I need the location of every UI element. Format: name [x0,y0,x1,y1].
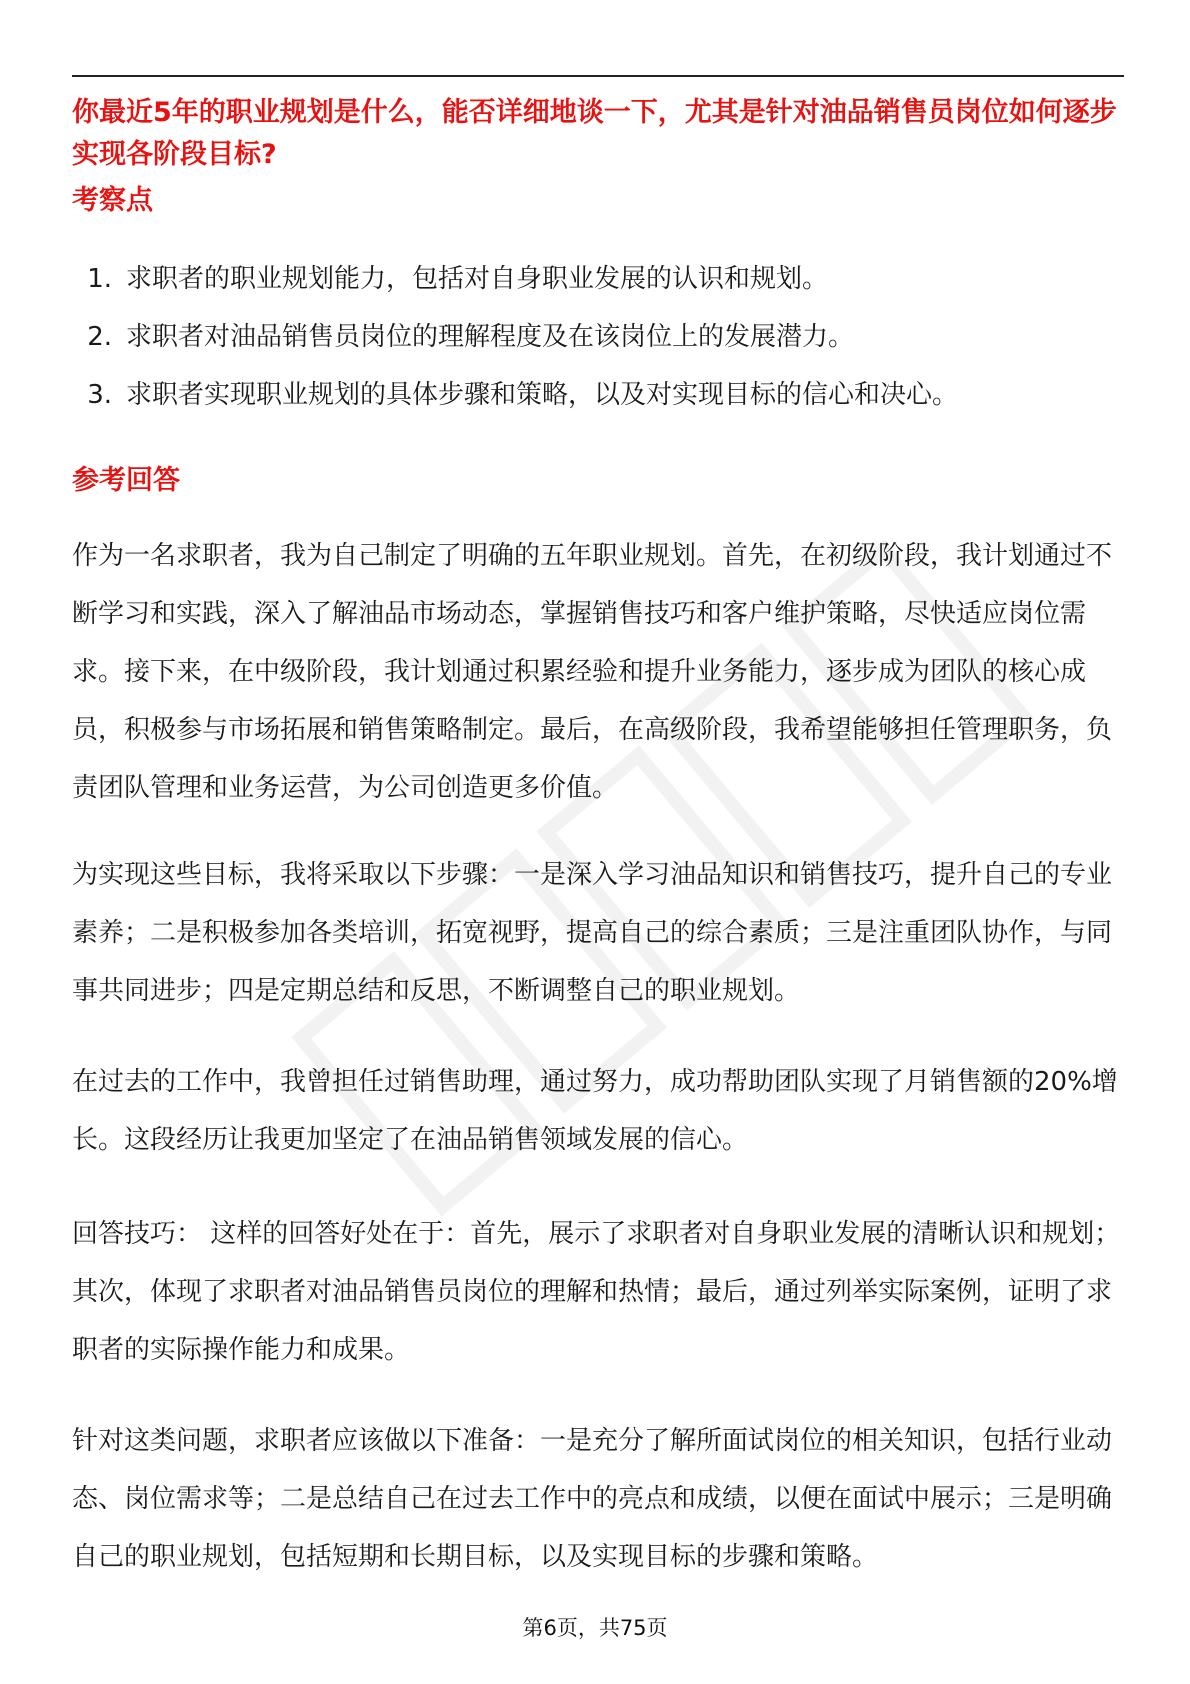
list-item [72,320,1124,354]
answer-paragraph: 为实现这些目标，我将采取以下步骤：一是深入学习油品知识和销售技巧，提升自己的专业素养；二是积极参加各类培训，拓宽视野，提高自己的综合素质；三是注重团队协作，与同事共同进步；四是定期总结和反思，不断调整自己的职业规划。 [72,860,1113,1006]
list-item-text: 求职者的职业规划能力，包括对自身职业发展的认识和规划。 [126,264,829,294]
top-rule [72,75,1124,77]
page-number-footer: 第6页，共75页 [522,1616,668,1640]
list-item-text: 求职者对油品销售员岗位的理解程度及在该岗位上的发展潜力。 [126,322,855,352]
preparation-paragraph: 针对这类问题，求职者应该做以下准备：一是充分了解所面试岗位的相关知识，包括行业动态、岗位需求等；二是总结自己在过去工作中的亮点和成绩，以便在面试中展示；三是明确自己的职业规划，包括短期和长期目标，以及实现目标的步骤和策略。 [72,1426,1113,1572]
list-item-number: 1. [87,264,112,294]
list-item-text: 求职者实现职业规划的具体步骤和策略，以及对实现目标的信心和决心。 [126,380,959,410]
list-item-number: 3. [87,380,112,410]
answer-paragraph: 在过去的工作中，我曾担任过销售助理，通过努力，成功帮助团队实现了月销售额的20%增长。这段经历让我更加坚定了在油品销售领域发展的信心。 [72,1067,1118,1155]
list-item-number: 2. [87,322,112,352]
question-heading: 你最近5年的职业规划是什么，能否详细地谈一下，尤其是针对油品销售员岗位如何逐步实现各阶段目标? [72,97,1117,170]
section-title-answer: 参考回答 [72,465,180,496]
assessment-points-list [72,262,1124,436]
list-item [72,378,1124,412]
section-title-assessment: 考察点 [72,185,153,216]
answer-paragraph: 作为一名求职者，我为自己制定了明确的五年职业规划。首先，在初级阶段，我计划通过不断学习和实践，深入了解油品市场动态，掌握销售技巧和客户维护策略，尽快适应岗位需求。接下来，在中级阶段，我计划通过积累经验和提升业务能力，逐步成为团队的核心成员，积极参与市场拓展和销售策略制定。最后，在高级阶段，我希望能够担任管理职务，负责团队管理和业务运营，为公司创造更多价值。 [72,541,1113,803]
list-item [72,262,1124,296]
answer-tips-paragraph: 回答技巧： 这样的回答好处在于：首先，展示了求职者对自身职业发展的清晰认识和规划；其次，体现了求职者对油品销售员岗位的理解和热情；最后，通过列举实际案例，证明了求职者的实际操作能力和成果。 [72,1219,1121,1365]
